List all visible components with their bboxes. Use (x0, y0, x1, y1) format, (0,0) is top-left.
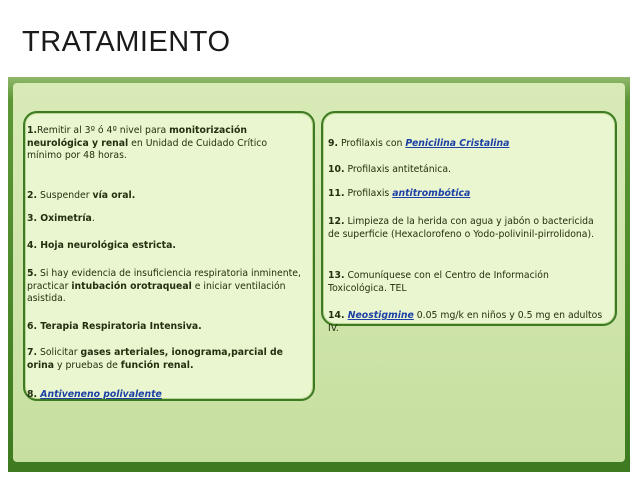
left-item-7 (27, 347, 303, 372)
item-text-run: 4. Hoja neurológica estricta. (27, 240, 176, 251)
item-text-run: 0.05 mg/k en niños y 0.5 mg en adultos IV. (328, 310, 603, 334)
item-text-run: gases arteriales, ionograma,parcial de orina (27, 347, 283, 371)
left-item-2 (27, 190, 303, 203)
item-text-run: Profilaxis antitetánica. (344, 164, 451, 175)
medication-link-text: Neostigmine (347, 310, 414, 321)
item-text-run: 9. (328, 138, 339, 149)
item-text-run: intubación orotraqueal (71, 280, 192, 292)
right-item-12 (328, 216, 608, 241)
right-item-14 (328, 310, 608, 335)
item-text-run: Comuníquese con el Centro de Información Toxicológica. TEL (328, 270, 549, 294)
item-text-run: 3. Oximetría (27, 213, 92, 224)
slide-title: TRATAMIENTO (22, 26, 231, 58)
left-item-8 (27, 389, 303, 402)
left-item-5 (27, 268, 303, 306)
item-text-run: 2. (27, 190, 38, 201)
item-text-run: Solicitar (37, 347, 81, 358)
item-text-run: 6. Terapia Respiratoria Intensiva. (27, 321, 202, 332)
left-item-6 (27, 321, 303, 334)
right-item-9 (328, 138, 608, 151)
item-text-run: Si hay evidencia de insuficiencia respiratoria inminente, practicar (27, 268, 301, 292)
item-text-run: . (91, 213, 95, 224)
left-item-4 (27, 240, 303, 253)
medication-link-text: Penicilina Cristalina (405, 138, 510, 149)
item-text-run: 8. (27, 389, 41, 400)
item-text-run: 11. (328, 188, 345, 199)
item-text-run: función renal. (120, 359, 194, 371)
item-text-run: e iniciar ventilación asistida. (27, 280, 286, 304)
right-item-13 (328, 270, 608, 295)
right-item-10 (328, 164, 608, 177)
left-item-1 (27, 125, 303, 163)
right-item-11 (328, 188, 608, 201)
item-text-run: en Unidad de Cuidado Crítico mínimo por 48 horas. (27, 137, 268, 161)
item-text-run: 12. (328, 216, 345, 227)
item-text-run: vía oral. (92, 190, 136, 201)
item-text-run: y pruebas de (54, 359, 121, 371)
item-text-run: Profilaxis con (338, 138, 406, 149)
item-text-run: 14. (328, 310, 348, 321)
item-text-run: Suspender (37, 190, 93, 201)
item-text-run: 1. (27, 125, 38, 136)
left-item-3 (27, 213, 303, 226)
item-text-run: Limpieza de la herida con agua y jabón o bactericida de superficie (Hexaclorofeno o Yodo-polivinil-pirrolidona). (328, 216, 595, 240)
medication-link-text: antitrombótica (392, 188, 471, 199)
item-text-run: Profilaxis (344, 188, 393, 199)
item-text-run: 7. (27, 347, 38, 358)
item-text-run: Remitir al 3º ó 4º nivel para (37, 125, 170, 136)
item-text-run: 10. (328, 164, 345, 175)
item-text-run: 5. (27, 268, 38, 279)
medication-link-text: Antiveneno polivalente (40, 389, 162, 400)
item-text-run: 13. (328, 270, 345, 281)
item-text-run: monitorización neurológica y renal (27, 125, 247, 149)
